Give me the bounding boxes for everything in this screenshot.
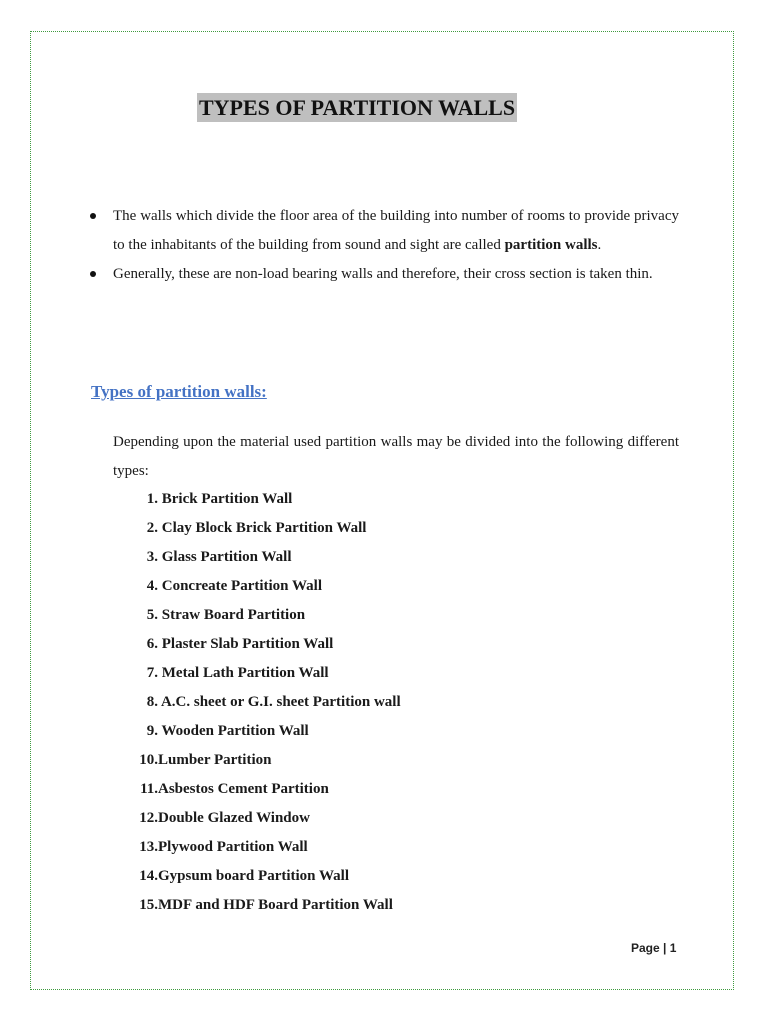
list-label: Brick Partition Wall [161,491,293,507]
list-label: Double Glazed Window [158,810,310,826]
list-item [113,833,401,862]
list-item [113,572,401,601]
list-item [113,746,401,775]
list-number: 4. [146,578,158,594]
list-number: 11. [140,781,158,797]
bullet-item [87,202,679,260]
list-number: 2. [146,520,158,536]
list-item [113,775,401,804]
partition-types-list [113,485,401,920]
list-number: 15. [139,897,158,913]
list-label: Asbestos Cement Partition [158,781,329,797]
list-label: Concreate Partition Wall [161,578,323,594]
bullet-text: Generally, these are non-load bearing walls and therefore, their cross section is taken thin. [113,266,653,282]
list-label: Metal Lath Partition Wall [161,665,329,681]
definition-bullets [87,202,679,289]
list-number: 1. [146,491,158,507]
list-item [113,630,401,659]
list-number: 3. [146,549,158,565]
page-number-footer: Page | 1 [631,941,677,955]
list-item [113,804,401,833]
list-label: Gypsum board Partition Wall [158,868,350,884]
list-item [113,601,401,630]
list-item [113,688,401,717]
bullet-text: The walls which divide the floor area of the building into number of rooms to provide privacy to the inhabitants of the building from sound and sight are called [113,208,679,253]
list-item [113,891,401,920]
list-number: 12. [139,810,158,826]
bullet-item [87,260,679,289]
list-number: 10. [139,752,158,768]
list-label: Straw Board Partition [161,607,306,623]
page-title: TYPES OF PARTITION WALLS [199,95,516,120]
list-number: 14. [139,868,158,884]
list-label: Clay Block Brick Partition Wall [161,520,367,536]
list-label: Lumber Partition [158,752,272,768]
list-number: 13. [139,839,158,855]
list-number: 5. [146,607,158,623]
list-number: 8. [146,694,158,710]
list-item [113,659,401,688]
bullet-text-end: . [597,237,602,253]
section-heading: Types of partition walls: [91,382,267,401]
list-label: Glass Partition Wall [161,549,292,565]
list-number: 6. [146,636,158,652]
list-label: Plaster Slab Partition Wall [161,636,334,652]
list-item [113,543,401,572]
list-number: 7. [146,665,158,681]
list-label: MDF and HDF Board Partition Wall [158,897,393,913]
list-item [113,717,401,746]
intro-paragraph: Depending upon the material used partition walls may be divided into the following different types: [113,434,679,479]
list-item [113,485,401,514]
bullet-bold-term: partition walls [504,237,598,253]
list-label: Plywood Partition Wall [158,839,308,855]
list-number: 9. [146,723,158,739]
list-label: Wooden Partition Wall [161,723,309,739]
list-item [113,862,401,891]
list-label: A.C. sheet or G.I. sheet Partition wall [160,694,401,710]
list-item [113,514,401,543]
